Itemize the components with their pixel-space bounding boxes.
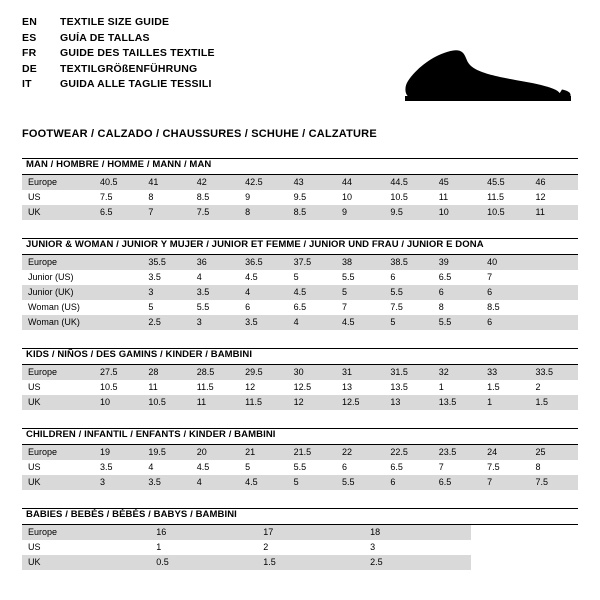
size-group-children [22,428,578,490]
size-cell: 36 [191,255,239,270]
size-cell: 19 [94,445,142,460]
size-cell: 30 [288,365,336,380]
size-cell: 6 [384,475,432,490]
language-code: FR [22,47,37,59]
size-cell-empty [471,525,578,540]
size-cell: 3 [94,475,142,490]
size-cell: 7 [487,272,493,282]
size-cell: 13.5 [433,395,481,410]
size-cell: 22.5 [384,445,432,460]
size-cell: 4.5 [288,285,336,300]
size-cell [94,255,142,270]
row-label: UK [22,475,94,490]
row-label: US [28,382,41,392]
size-cell [530,255,578,270]
table-row [22,365,578,380]
row-label: UK [22,555,150,570]
row-label: US [28,462,41,472]
size-cell: 17 [257,525,364,540]
size-cell: 7.5 [100,192,113,202]
size-cell: 38 [336,255,384,270]
size-cell: 1 [156,542,162,552]
size-cell: 20 [191,445,239,460]
size-cell: 33.5 [530,365,578,380]
table-row [22,270,578,285]
size-cell: 2.5 [142,315,190,330]
size-cell: 11 [148,382,158,392]
dress-shoe-icon [386,38,572,108]
language-row [22,16,215,32]
size-cell: 3 [191,315,239,330]
size-cell: 5.5 [433,315,481,330]
size-cell: 11.5 [487,192,504,202]
size-cell: 5 [336,285,384,300]
size-cell: 41 [142,175,190,190]
size-cell-empty [471,540,578,555]
size-cell: 4.5 [336,315,384,330]
size-cell: 3.5 [148,272,161,282]
size-cell [530,300,578,315]
size-cell: 46 [530,175,578,190]
row-label: Junior (UK) [22,285,94,300]
size-cell: 11 [530,205,578,220]
size-cell: 4 [191,475,239,490]
size-cell: 11 [438,192,449,202]
size-cell: 29.5 [239,365,287,380]
table-row [22,205,578,220]
size-table-junior-woman [22,255,578,330]
language-row [22,78,215,94]
size-cell: 23.5 [433,445,481,460]
size-cell: 7 [341,302,347,312]
size-group-junior-woman [22,238,578,330]
size-cell: 5 [245,462,251,472]
row-label: Woman (US) [28,302,80,312]
size-cell: 24 [481,445,529,460]
table-row [22,300,578,315]
size-group-man [22,158,578,220]
table-row [22,175,578,190]
size-cell: 2 [263,542,269,552]
size-cell: 5.5 [293,462,307,472]
size-cell: 6.5 [293,302,307,312]
footwear-section-title: FOOTWEAR / CALZADO / CHAUSSURES / SCHUHE / CALZATURE [22,128,377,140]
size-cell: 6 [245,302,251,312]
row-label: UK [22,395,94,410]
size-cell: 4.5 [245,272,258,282]
language-code: ES [22,31,37,44]
size-cell: 45 [433,175,481,190]
table-row [22,395,578,410]
size-cell: 10.5 [100,382,118,392]
size-cell: 5.5 [336,475,384,490]
size-cell: 6.5 [94,205,142,220]
size-cell: 39 [433,255,481,270]
size-cell: 10 [94,395,142,410]
size-cell: 7.5 [487,462,500,472]
row-label: Woman (UK) [22,315,94,330]
size-cell [94,285,142,300]
table-row [22,540,578,555]
size-cell: 42 [191,175,239,190]
language-row [22,32,215,48]
group-title: MAN / HOMBRE / HOMME / MANN / MAN [26,159,212,170]
size-cell: 38.5 [384,255,432,270]
size-cell: 37.5 [288,255,336,270]
size-cell: 6.5 [433,475,481,490]
size-cell: 12.5 [336,395,384,410]
language-label: GUÍA DE TALLAS [60,31,150,44]
row-label: Europe [22,445,94,460]
size-cell: 7 [481,475,529,490]
size-cell: 16 [150,525,257,540]
table-row [22,555,578,570]
row-label: US [28,542,41,552]
size-cell [530,315,578,330]
size-cell: 7 [438,462,444,472]
size-cell: 7.5 [530,475,578,490]
size-cell: 10.5 [481,205,529,220]
size-table-kids [22,365,578,410]
group-title: BABIES / BEBÉS / BÉBÉS / BABYS / BAMBINI [26,509,237,520]
size-cell: 44.5 [384,175,432,190]
size-cell: 32 [433,365,481,380]
size-cell: 4.5 [239,475,287,490]
size-cell: 9.5 [384,205,432,220]
row-label: US [28,192,41,202]
size-cell: 6 [341,462,347,472]
size-cell: 2 [535,382,541,392]
size-cell: 1.5 [257,555,364,570]
size-cell: 13 [341,382,352,392]
size-cell [530,285,578,300]
size-cell: 0.5 [150,555,257,570]
group-title: KIDS / NIÑOS / DES GAMINS / KINDER / BAMBINI [26,349,253,360]
size-cell: 10 [433,205,481,220]
size-cell: 31.5 [384,365,432,380]
group-title: CHILDREN / INFANTIL / ENFANTS / KINDER / BAMBINI [26,429,276,440]
size-cell: 3.5 [191,285,239,300]
language-code: DE [22,62,37,75]
size-cell: 31 [336,365,384,380]
size-cell: 6.5 [390,462,403,472]
size-cell: 5.5 [384,285,432,300]
size-cell: 11.5 [239,395,287,410]
size-cell: 6 [433,285,481,300]
row-label: Junior (US) [28,272,74,282]
size-cell: 5.5 [341,272,355,282]
size-cell: 3 [142,285,190,300]
size-cell [94,315,142,330]
row-label: Europe [22,525,150,540]
size-cell: 13 [384,395,432,410]
size-cell: 12 [535,192,546,202]
size-table-man [22,175,578,220]
size-cell: 10.5 [390,192,408,202]
table-row [22,380,578,395]
size-cell: 4 [239,285,287,300]
table-row [22,315,578,330]
size-cell: 2.5 [364,555,471,570]
language-label: GUIDE DES TAILLES TEXTILE [60,47,215,59]
size-cell: 40 [481,255,529,270]
size-cell: 4 [196,272,202,282]
group-title: JUNIOR & WOMAN / JUNIOR Y MUJER / JUNIOR ET FEMME / JUNIOR UND FRAU / JUNIOR E DONA [26,239,484,250]
size-cell: 27.5 [94,365,142,380]
row-label: Europe [22,175,94,190]
row-label: UK [22,205,94,220]
size-cell: 5 [293,272,299,282]
size-cell: 10.5 [142,395,190,410]
size-cell: 8.5 [288,205,336,220]
size-cell: 10 [341,192,352,202]
size-cell: 28 [142,365,190,380]
size-cell: 9 [336,205,384,220]
size-cell: 4 [288,315,336,330]
size-cell: 8.5 [196,192,210,202]
size-cell: 45.5 [481,175,529,190]
size-cell: 3 [370,542,376,552]
size-cell [94,300,142,315]
size-cell: 4.5 [196,462,210,472]
size-cell: 28.5 [191,365,239,380]
size-cell: 8.5 [487,302,500,312]
size-cell: 1.5 [487,382,500,392]
size-cell: 12.5 [293,382,312,392]
size-cell: 21.5 [288,445,336,460]
size-cell: 11.5 [196,382,214,392]
size-cell: 6 [390,272,396,282]
language-label: GUIDA ALLE TAGLIE TESSILI [60,78,212,90]
size-table-children [22,445,578,490]
size-cell: 8 [535,462,541,472]
table-row [22,285,578,300]
size-cell: 9.5 [293,192,307,202]
size-cell: 7.5 [191,205,239,220]
table-row [22,460,578,475]
size-cell: 4 [148,462,154,472]
size-cell: 44 [336,175,384,190]
size-cell: 11 [191,395,239,410]
size-cell: 6 [481,285,529,300]
language-label: TEXTILE SIZE GUIDE [60,16,170,28]
language-row [22,47,215,63]
language-title-table [22,16,215,94]
size-cell: 6 [481,315,529,330]
size-cell: 12 [245,382,256,392]
size-cell: 3.5 [100,462,113,472]
size-cell: 5 [288,475,336,490]
size-cell: 43 [288,175,336,190]
size-cell: 1 [481,395,529,410]
size-cell: 8 [239,205,287,220]
size-cell: 6.5 [438,272,452,282]
size-cell: 1 [438,382,444,392]
size-cell: 13.5 [390,382,408,392]
size-cell: 12 [288,395,336,410]
size-cell: 3.5 [239,315,287,330]
size-group-kids [22,348,578,410]
size-cell: 8 [438,302,444,312]
language-rows [22,16,215,94]
size-cell: 21 [239,445,287,460]
language-code: EN [22,16,37,28]
size-cell: 7 [142,205,190,220]
language-label: TEXTILGRÖßENFÜHRUNG [60,62,198,75]
table-row [22,525,578,540]
size-cell: 5.5 [196,302,210,312]
language-row [22,63,215,79]
size-cell: 22 [336,445,384,460]
size-cell: 35.5 [142,255,190,270]
size-cell: 3.5 [142,475,190,490]
table-row [22,445,578,460]
row-label: Europe [22,255,94,270]
size-cell: 18 [364,525,471,540]
size-cell: 5 [384,315,432,330]
size-group-babies [22,508,578,570]
document-header [22,16,578,112]
size-cell: 42.5 [239,175,287,190]
language-code: IT [22,78,32,90]
table-row [22,475,578,490]
size-table-babies [22,525,578,570]
size-cell: 5 [148,302,154,312]
size-cell: 25 [530,445,578,460]
size-cell: 7.5 [390,302,403,312]
size-cell: 36.5 [239,255,287,270]
table-row [22,190,578,205]
size-cell: 1.5 [530,395,578,410]
size-cell-empty [471,555,578,570]
size-cell: 9 [245,192,251,202]
size-cell: 40.5 [94,175,142,190]
size-cell: 8 [148,192,154,202]
size-cell [94,270,142,285]
size-cell: 33 [481,365,529,380]
table-row [22,255,578,270]
size-cell [530,270,578,285]
row-label: Europe [22,365,94,380]
size-cell: 19.5 [142,445,190,460]
